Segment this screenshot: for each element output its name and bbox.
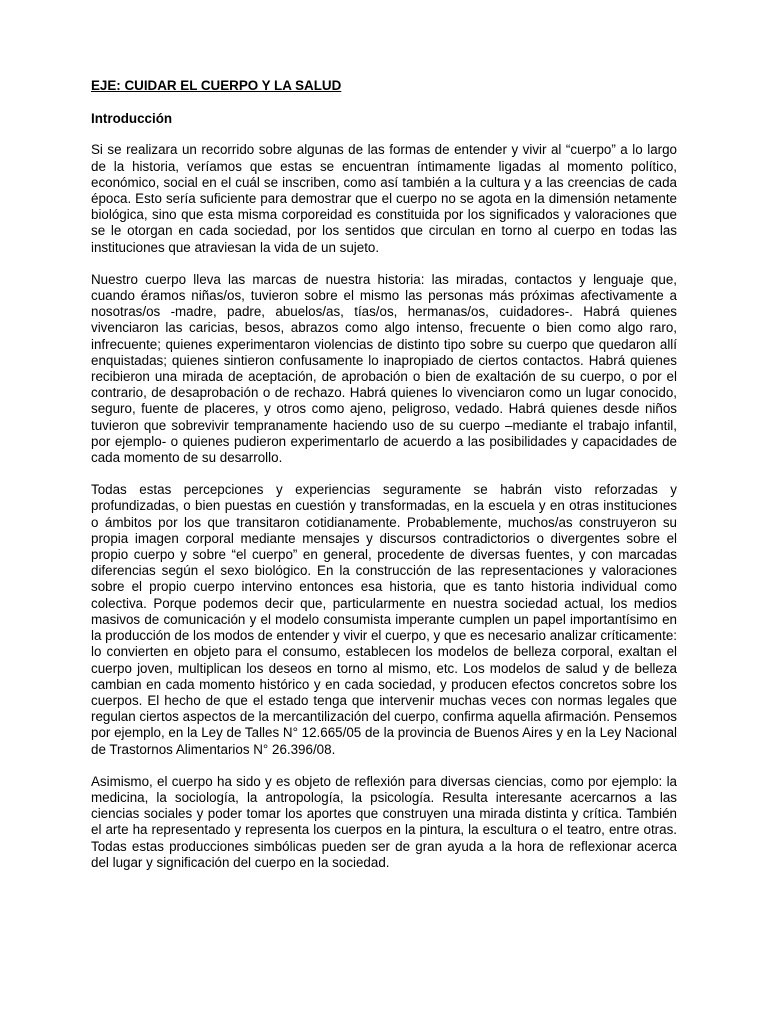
paragraph-4: Asimismo, el cuerpo ha sido y es objeto de reflexión para diversas ciencias, como por ejemplo: la medicina, la sociología, la antropología, la psicología. Resulta interesante acercarnos a las ciencias sociales y poder tomar los aportes que construyen una mirada distinta y crítica. También el arte ha representado y representa los cuerpos en la pintura, la escultura o el teatro, entre otras. Todas estas producciones simbólicas pueden ser de gran ayuda a la hora de reflexionar acerca del lugar y significación del cuerpo en la sociedad. <box>91 773 677 870</box>
paragraph-3: Todas estas percepciones y experiencias seguramente se habrán visto reforzadas y profundizadas, o bien puestas en cuestión y transformadas, en la escuela y en otras instituciones o ámbitos por los que transitaron cotidianamente. Probablemente, muchos/as construyeron su propia imagen corporal mediante mensajes y discursos contradictorios o divergentes sobre el propio cuerpo y sobre “el cuerpo” en general, procedente de diversas fuentes, y con marcadas diferencias según el sexo biológico. En la construcción de las representaciones y valoraciones sobre el propio cuerpo intervino entonces esa historia, que es tanto historia individual como colectiva. Porque podemos decir que, particularmente en nuestra sociedad actual, los medios masivos de comunicación y el modelo consumista imperante cumplen un papel importantísimo en la producción de los modos de entender y vivir el cuerpo, y que es necesario analizar críticamente: lo convierten en objeto para el consumo, establecen los modelos de belleza corporal, exaltan el cuerpo joven, multiplican los deseos en torno al mismo, etc. Los modelos de salud y de belleza cambian en cada momento histórico y en cada sociedad, y producen efectos concretos sobre los cuerpos. El hecho de que el estado tenga que intervenir muchas veces con normas legales que regulan ciertos aspectos de la mercantilización del cuerpo, confirma aquella afirmación. Pensemos por ejemplo, en la Ley de Talles N° 12.665/05 de la provincia de Buenos Aires y en la Ley Nacional de Trastornos Alimentarios N° 26.396/08. <box>91 482 677 757</box>
paragraph-2: Nuestro cuerpo lleva las marcas de nuestra historia: las miradas, contactos y lenguaje que, cuando éramos niñas/os, tuvieron sobre el mismo las personas más próximas afectivamente a nosotras/os -madre, padre, abuelos/as, tías/os, hermanas/os, cuidadores-. Habrá quienes vivenciaron las caricias, besos, abrazos como algo intenso, frecuente o bien como algo raro, infrecuente; quienes experimentaron violencias de distinto tipo sobre su cuerpo que quedaron allí enquistadas; quienes sintieron confusamente lo inapropiado de ciertos contactos. Habrá quienes recibieron una mirada de aceptación, de aprobación o bien de exaltación de su cuerpo, o por el contrario, de desaprobación o de rechazo. Habrá quienes lo vivenciaron como un lugar conocido, seguro, fuente de placeres, y otros como ajeno, peligroso, vedado. Habrá quienes desde niños tuvieron que sobrevivir tempranamente haciendo uso de su cuerpo –mediante el trabajo infantil, por ejemplo- o quienes pudieron experimentarlo de acuerdo a las posibilidades y capacidades de cada momento de su desarrollo. <box>91 271 677 466</box>
section-heading: Introducción <box>91 111 173 127</box>
paragraph-1: Si se realizara un recorrido sobre algunas de las formas de entender y vivir al “cuerpo” a lo largo de la historia, veríamos que estas se encuentran íntimamente ligadas al momento político, económico, social en el cuál se inscriben, como así también a la cultura y a las creencias de cada época. Esto sería suficiente para demostrar que el cuerpo no se agota en la dimensión netamente biológica, sino que esta misma corporeidad es constituida por los significados y valoraciones que se le otorgan en cada sociedad, por los sentidos que circulan en torno al cuerpo en todas las instituciones que atraviesan la vida de un sujeto. <box>91 142 677 255</box>
document-page <box>91 78 677 887</box>
document-title: EJE: CUIDAR EL CUERPO Y LA SALUD <box>91 78 342 93</box>
